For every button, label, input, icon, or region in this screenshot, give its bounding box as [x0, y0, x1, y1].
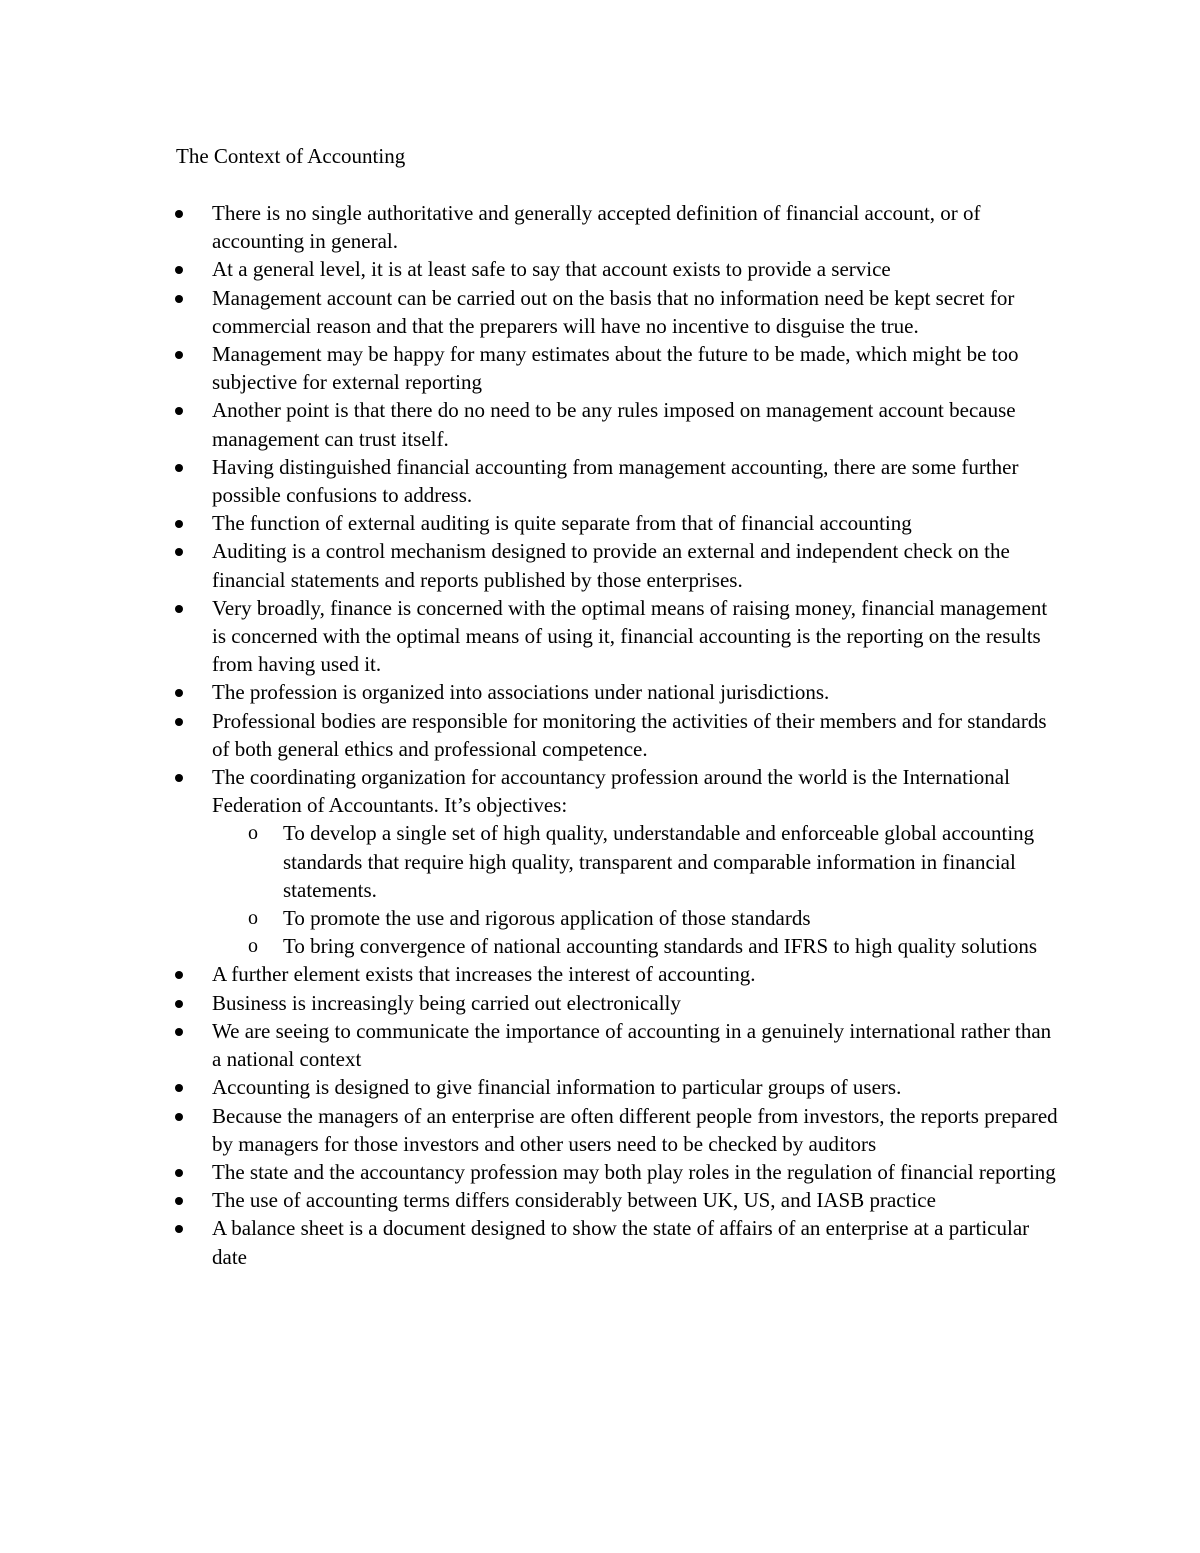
- bullet-icon: [175, 689, 183, 697]
- list-item-text: Having distinguished financial accounting from management accounting, there are some further possible confusions to address.: [212, 454, 1019, 508]
- sub-list-item: [0, 904, 1043, 932]
- list-item: [0, 537, 1060, 593]
- list-item-text: There is no single authoritative and generally accepted definition of financial account, or of accounting in general.: [212, 201, 981, 254]
- sub-list-item-text: To promote the use and rigorous application of those standards: [283, 906, 811, 931]
- list-item: [0, 199, 1060, 255]
- list-item: [0, 1214, 1060, 1270]
- list-item-text: Because the managers of an enterprise are often different people from investors, the reports prepared by managers for those investors and other users need to be checked by auditors: [212, 1103, 1058, 1156]
- bullet-icon: [175, 548, 183, 556]
- list-item-text: Management account can be carried out on the basis that no information need be kept secret for commercial reason and that the preparers will have no incentive to disguise the true.: [212, 285, 1015, 338]
- bullet-icon: [175, 351, 183, 359]
- list-item: [0, 594, 1060, 679]
- bullet-icon: [175, 464, 183, 472]
- sub-bullet-icon: o: [248, 907, 258, 930]
- sub-bullet-icon: o: [248, 935, 258, 958]
- list-item: [0, 396, 1060, 452]
- bullet-icon: [175, 971, 183, 979]
- list-item: [0, 340, 1060, 396]
- list-item-text: Auditing is a control mechanism designed to provide an external and independent check on the financial statements and reports published by those enterprises.: [212, 539, 1010, 592]
- list-item-text: Very broadly, finance is concerned with the optimal means of raising money, financial management is concerned with the optimal means of using it, financial accounting is the reporting on the results from having used it.: [212, 595, 1048, 677]
- bullet-icon: [175, 210, 183, 218]
- list-item-text: Business is increasingly being carried out electronically: [212, 990, 681, 1015]
- bullet-icon: [175, 1169, 183, 1177]
- list-item-text: A balance sheet is a document designed to show the state of affairs of an enterprise at a particular date: [212, 1216, 1030, 1269]
- sub-list-item: [0, 932, 1043, 960]
- bullet-icon: [175, 1000, 183, 1008]
- bullet-icon: [175, 718, 183, 726]
- bullet-icon: [175, 1113, 183, 1121]
- list-item: [0, 960, 1060, 988]
- list-item: [0, 284, 1060, 340]
- list-item-text: Accounting is designed to give financial information to particular groups of users.: [212, 1075, 902, 1100]
- list-item: [0, 707, 1060, 763]
- list-item-text: The coordinating organization for accountancy profession around the world is the International Federation of Accountants. It’s objectives:: [212, 765, 1010, 818]
- list-item-text: A further element exists that increases the interest of accounting.: [212, 962, 756, 987]
- bullet-icon: [175, 605, 183, 613]
- list-item: [0, 255, 1060, 283]
- bullet-list: [0, 199, 1200, 1271]
- bullet-icon: [175, 1084, 183, 1092]
- list-item: [0, 509, 1060, 537]
- sub-list-item: [0, 819, 1043, 904]
- list-item-text: The function of external auditing is quite separate from that of financial accounting: [212, 511, 912, 536]
- sub-list-item-text: To develop a single set of high quality, understandable and enforceable global accounting standards that require high quality, transparent and comparable information in financial statements.: [283, 821, 1035, 902]
- sub-bullet-icon: o: [248, 822, 258, 845]
- list-item-text: The state and the accountancy profession may both play roles in the regulation of financial reporting: [212, 1159, 1056, 1184]
- bullet-icon: [175, 407, 183, 415]
- list-item: [0, 678, 1060, 706]
- list-item: [0, 1186, 1060, 1214]
- list-item: [0, 763, 1060, 960]
- bullet-icon: [175, 266, 183, 274]
- list-item-text: At a general level, it is at least safe to say that account exists to provide a service: [212, 257, 891, 282]
- list-item: [0, 1158, 1060, 1186]
- list-item: [0, 1102, 1060, 1158]
- sub-list-item-text: To bring convergence of national accounting standards and IFRS to high quality solutions: [283, 934, 1038, 959]
- list-item: [0, 453, 1060, 509]
- list-item-text: The use of accounting terms differs considerably between UK, US, and IASB practice: [212, 1188, 936, 1213]
- document-title: The Context of Accounting: [176, 144, 406, 168]
- bullet-icon: [175, 774, 183, 782]
- list-item-text: Another point is that there do no need to be any rules imposed on management account because management can trust itself.: [212, 398, 1016, 451]
- bullet-icon: [175, 1197, 183, 1205]
- bullet-icon: [175, 520, 183, 528]
- bullet-icon: [175, 1225, 183, 1233]
- list-item-text: Management may be happy for many estimates about the future to be made, which might be too subjective for external reporting: [212, 342, 1019, 395]
- objectives-sub-list: [0, 819, 1200, 960]
- list-item: [0, 989, 1060, 1017]
- list-item: [0, 1073, 1060, 1101]
- bullet-icon: [175, 295, 183, 303]
- list-item: [0, 1017, 1060, 1073]
- list-item-text: The profession is organized into associations under national jurisdictions.: [212, 680, 830, 705]
- list-item-text: We are seeing to communicate the importance of accounting in a genuinely international rather than a national context: [212, 1018, 1052, 1072]
- list-item-text: Professional bodies are responsible for monitoring the activities of their members and for standards of both general ethics and professional competence.: [212, 708, 1047, 761]
- bullet-icon: [175, 1028, 183, 1036]
